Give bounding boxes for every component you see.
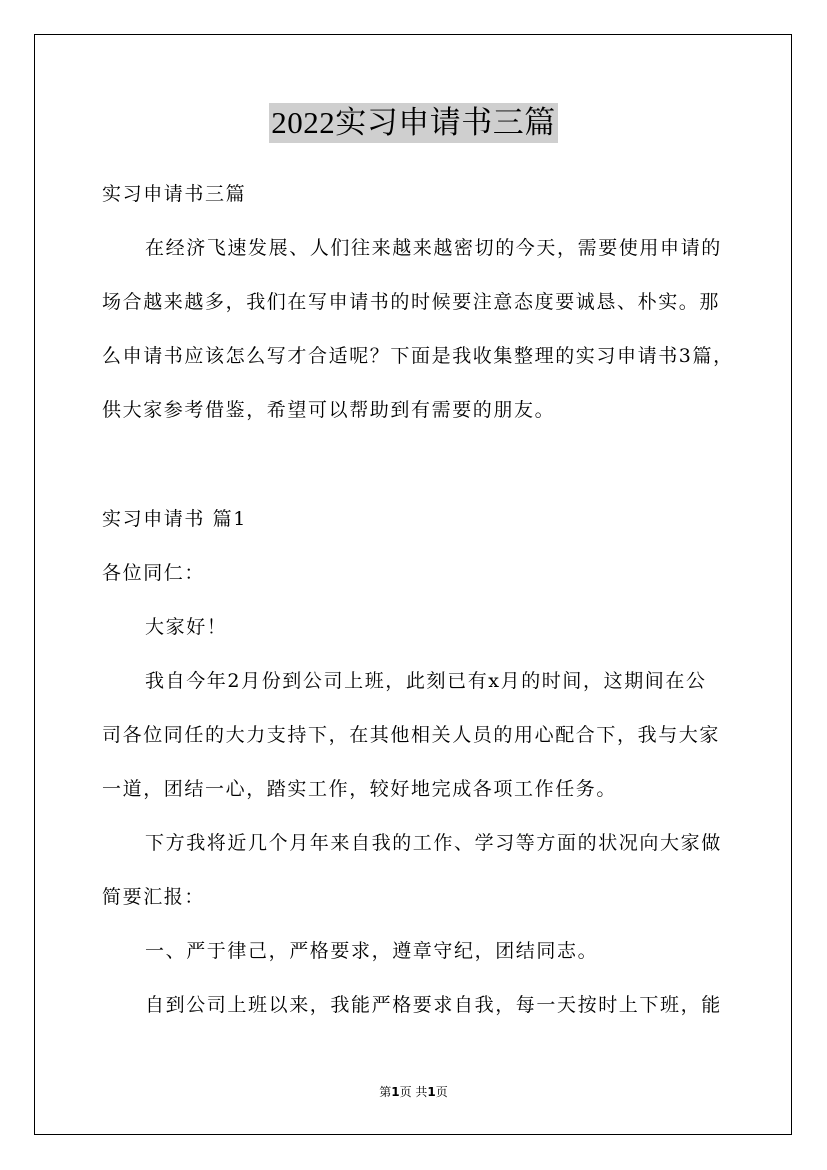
title-container (0, 103, 827, 143)
para1-line-2: 司各位同任的大力支持下，在其他相关人员的用心配合下，我与大家 (102, 724, 721, 746)
para1-line-3: 一道，团结一心，踏实工作，较好地完成各项工作任务。 (102, 778, 618, 800)
document-title: 2022实习申请书三篇 (269, 103, 558, 143)
para1-line-1: 我自今年2月份到公司上班，此刻已有x月的时间，这期间在公 (145, 670, 707, 692)
document-subtitle: 实习申请书三篇 (102, 183, 247, 205)
intro-line-1: 在经济飞速发展、人们往来越来越密切的今天，需要使用申请的 (145, 237, 722, 259)
intro-line-4: 供大家参考借鉴，希望可以帮助到有需要的朋友。 (102, 399, 556, 421)
section-heading: 实习申请书 篇1 (102, 508, 247, 530)
footer-page-prefix: 第 (379, 1085, 392, 1099)
para3-line-1: 自到公司上班以来，我能严格要求自我，每一天按时上下班，能 (145, 994, 722, 1016)
salutation: 各位同仁： (102, 562, 206, 584)
para2-line-2: 简要汇报： (102, 886, 206, 908)
intro-line-3: 么申请书应该怎么写才合适呢？下面是我收集整理的实习申请书3篇， (102, 345, 734, 367)
greeting: 大家好！ (145, 616, 228, 638)
footer-page-number: 1 (391, 1085, 400, 1099)
point-one: 一、严于律己，严格要求，遵章守纪，团结同志。 (145, 940, 599, 962)
footer-total-pages: 1 (427, 1085, 436, 1099)
intro-line-2: 场合越来越多，我们在写申请书的时候要注意态度要诚恳、朴实。那 (102, 291, 721, 313)
page-footer (0, 1084, 827, 1100)
footer-page-mid: 页 共 (399, 1085, 428, 1099)
footer-page-suffix: 页 (435, 1085, 448, 1099)
para2-line-1: 下方我将近几个月年来自我的工作、学习等方面的状况向大家做 (145, 832, 722, 854)
